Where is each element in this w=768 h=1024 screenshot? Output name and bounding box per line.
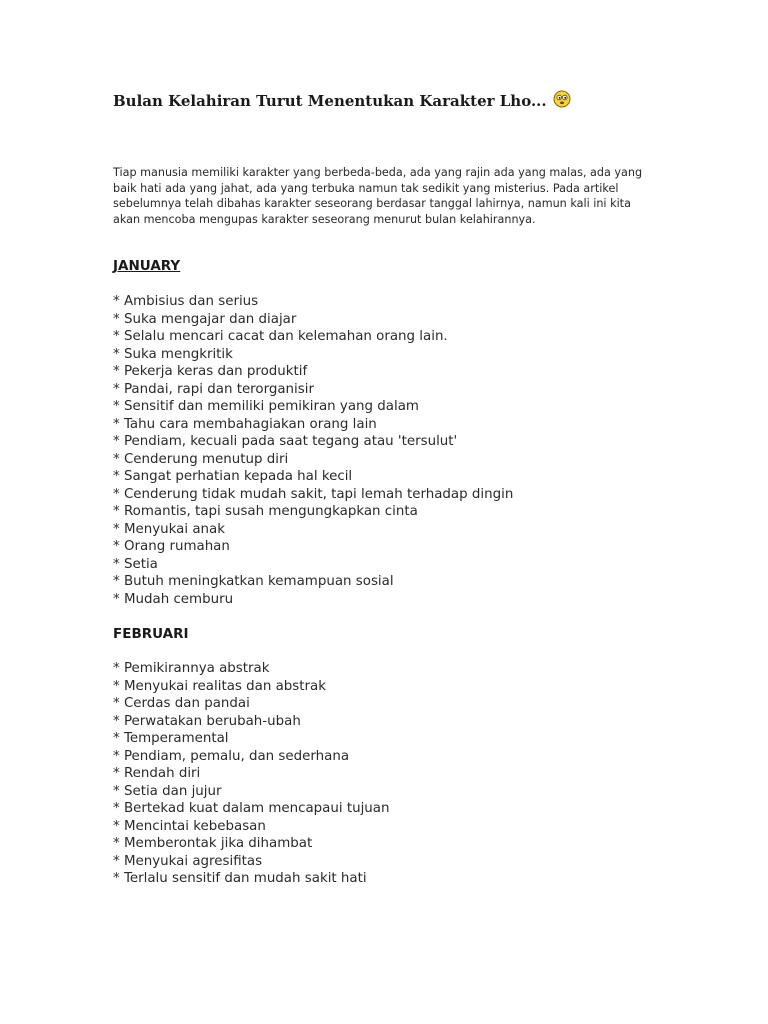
intro-line: baik hati ada yang jahat, ada yang terbuka namun tak sedikit yang misterius. Pada artikel: [113, 181, 619, 195]
list-item: * Cerdas dan pandai: [113, 696, 250, 711]
list-item: * Butuh meningkatkan kemampuan sosial: [113, 574, 394, 589]
list-item: * Rendah diri: [113, 766, 201, 781]
list-item: * Menyukai realitas dan abstrak: [113, 678, 326, 694]
list-item: * Sangat perhatian kepada hal kecil: [113, 469, 353, 484]
page-title: [113, 92, 571, 110]
list-item: * Selalu mencari cacat dan kelemahan orang lain.: [113, 329, 448, 344]
list-item: * Pandai, rapi dan terorganisir: [113, 381, 314, 397]
list-item: * Ambisius dan serius: [113, 294, 259, 309]
list-item: * Pemikirannya abstrak: [113, 661, 270, 676]
list-item: * Pendiam, pemalu, dan sederhana: [113, 748, 350, 764]
list-item: * Orang rumahan: [113, 539, 230, 554]
list-item: * Terlalu sensitif dan mudah sakit hati: [113, 871, 367, 886]
january-trait-list: [113, 293, 513, 608]
section-heading-january: JANUARY: [113, 258, 181, 274]
februari-trait-list: [113, 660, 389, 888]
page-title-text: Bulan Kelahiran Turut Menentukan Karakter Lho...: [113, 92, 547, 110]
list-item: * Menyukai anak: [113, 521, 225, 537]
smiley-emoticon-icon: [553, 90, 571, 108]
list-item: * Cenderung menutup diri: [113, 451, 289, 467]
list-item: * Setia dan jujur: [113, 783, 222, 799]
list-item: * Pekerja keras dan produktif: [113, 364, 308, 379]
list-item: * Memberontak jika dihambat: [113, 836, 313, 851]
list-item: * Pendiam, kecuali pada saat tegang atau 'tersulut': [113, 434, 458, 449]
intro-line: akan mencoba mengupas karakter seseorang menurut bulan kelahirannya.: [113, 212, 536, 226]
list-item: * Bertekad kuat dalam mencapaui tujuan: [113, 801, 390, 816]
list-item: * Romantis, tapi susah mengungkapkan cinta: [113, 504, 418, 519]
list-item: * Suka mengajar dan diajar: [113, 311, 297, 327]
list-item: * Tahu cara membahagiakan orang lain: [113, 416, 377, 432]
list-item: * Perwatakan berubah-ubah: [113, 713, 301, 729]
list-item: * Setia: [113, 556, 158, 572]
intro-paragraph: [113, 165, 673, 227]
section-heading-februari: FEBRUARI: [113, 626, 189, 642]
list-item: * Sensitif dan memiliki pemikiran yang dalam: [113, 399, 419, 414]
list-item: * Cenderung tidak mudah sakit, tapi lemah terhadap dingin: [113, 486, 514, 502]
list-item: * Menyukai agresifitas: [113, 853, 263, 869]
list-item: * Mencintai kebebasan: [113, 818, 266, 834]
list-item: * Mudah cemburu: [113, 591, 234, 607]
intro-line: Tiap manusia memiliki karakter yang berbeda-beda, ada yang rajin ada yang malas, ada yang: [113, 166, 643, 179]
intro-line: sebelumnya telah dibahas karakter seseorang berdasar tanggal lahirnya, namun kali ini kita: [113, 197, 631, 210]
list-item: * Temperamental: [113, 731, 229, 746]
list-item: * Suka mengkritik: [113, 346, 233, 362]
